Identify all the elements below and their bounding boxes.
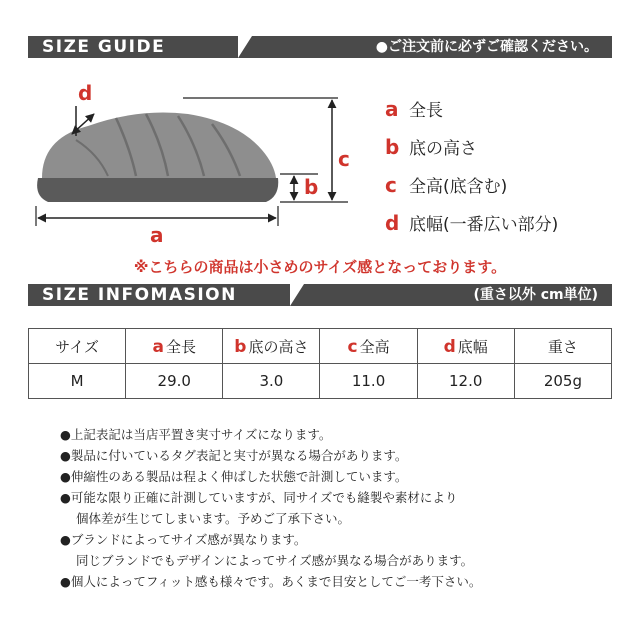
- label-b: b: [304, 175, 319, 199]
- cell-size: M: [29, 364, 126, 399]
- cell-weight: 205g: [514, 364, 611, 399]
- size-info-title: SIZE INFOMASION: [42, 285, 237, 305]
- cell-sole-width: 12.0: [417, 364, 514, 399]
- notes-list: [60, 424, 620, 592]
- note-item: ●上記表記は当店平置き実寸サイズになります。: [60, 427, 332, 442]
- cell-length: 29.0: [126, 364, 223, 399]
- legend-letter: c: [385, 173, 397, 197]
- legend-letter: a: [385, 97, 399, 121]
- cell-total-height: 11.0: [320, 364, 417, 399]
- header-cell: 重さ: [514, 329, 611, 364]
- legend-text: 全長: [409, 101, 443, 121]
- cell-sole-height: 3.0: [223, 364, 320, 399]
- header-cell: サイズ: [29, 329, 126, 364]
- table-header-row: [29, 329, 612, 364]
- shoe-sole: [37, 178, 278, 202]
- legend-item: [385, 134, 558, 172]
- label-d: d: [78, 81, 93, 105]
- legend-text: 底幅(一番広い部分): [409, 215, 559, 235]
- header-cell: b 底の高さ: [223, 329, 320, 364]
- label-a: a: [150, 223, 164, 247]
- legend-item: [385, 96, 558, 134]
- order-notice: ●ご注文前に必ずご確認ください。: [375, 39, 598, 55]
- size-guide-banner: [28, 36, 612, 58]
- table-row: [29, 364, 612, 399]
- header-cell: d 底幅: [417, 329, 514, 364]
- note-item: ●可能な限り正確に計測していますが、同サイズでも縫製や素材により: [60, 490, 458, 505]
- note-item: ●個人によってフィット感も様々です。あくまで目安としてご一考下さい。: [60, 574, 482, 589]
- note-item: ●ブランドによってサイズ感が異なります。: [60, 532, 307, 547]
- legend-letter: b: [385, 135, 400, 159]
- legend-item: [385, 172, 558, 210]
- legend-item: [385, 210, 558, 248]
- size-table: [28, 328, 612, 399]
- small-fit-warning: ※こちらの商品は小さめのサイズ感となっております。: [133, 258, 507, 276]
- label-c: c: [338, 147, 350, 171]
- legend-text: 底の高さ: [409, 139, 477, 159]
- measurement-legend: [385, 96, 558, 248]
- unit-note: (重さ以外 cm単位): [473, 287, 598, 303]
- size-info-banner: [28, 284, 612, 306]
- note-item: ●伸縮性のある製品は程よく伸ばした状態で計測しています。: [60, 469, 408, 484]
- shoe-measurement-diagram: [28, 78, 358, 248]
- note-continuation: 同じブランドでもデザインによってサイズ感が異なる場合があります。: [76, 553, 474, 568]
- header-cell: c 全高: [320, 329, 417, 364]
- note-continuation: 個体差が生じてしまいます。予めご了承下さい。: [76, 511, 351, 526]
- legend-text: 全高(底含む): [409, 177, 508, 197]
- note-item: ●製品に付いているタグ表記と実寸が異なる場合があります。: [60, 448, 408, 463]
- size-guide-title: SIZE GUIDE: [42, 37, 166, 57]
- header-cell: a 全長: [126, 329, 223, 364]
- legend-letter: d: [385, 211, 400, 235]
